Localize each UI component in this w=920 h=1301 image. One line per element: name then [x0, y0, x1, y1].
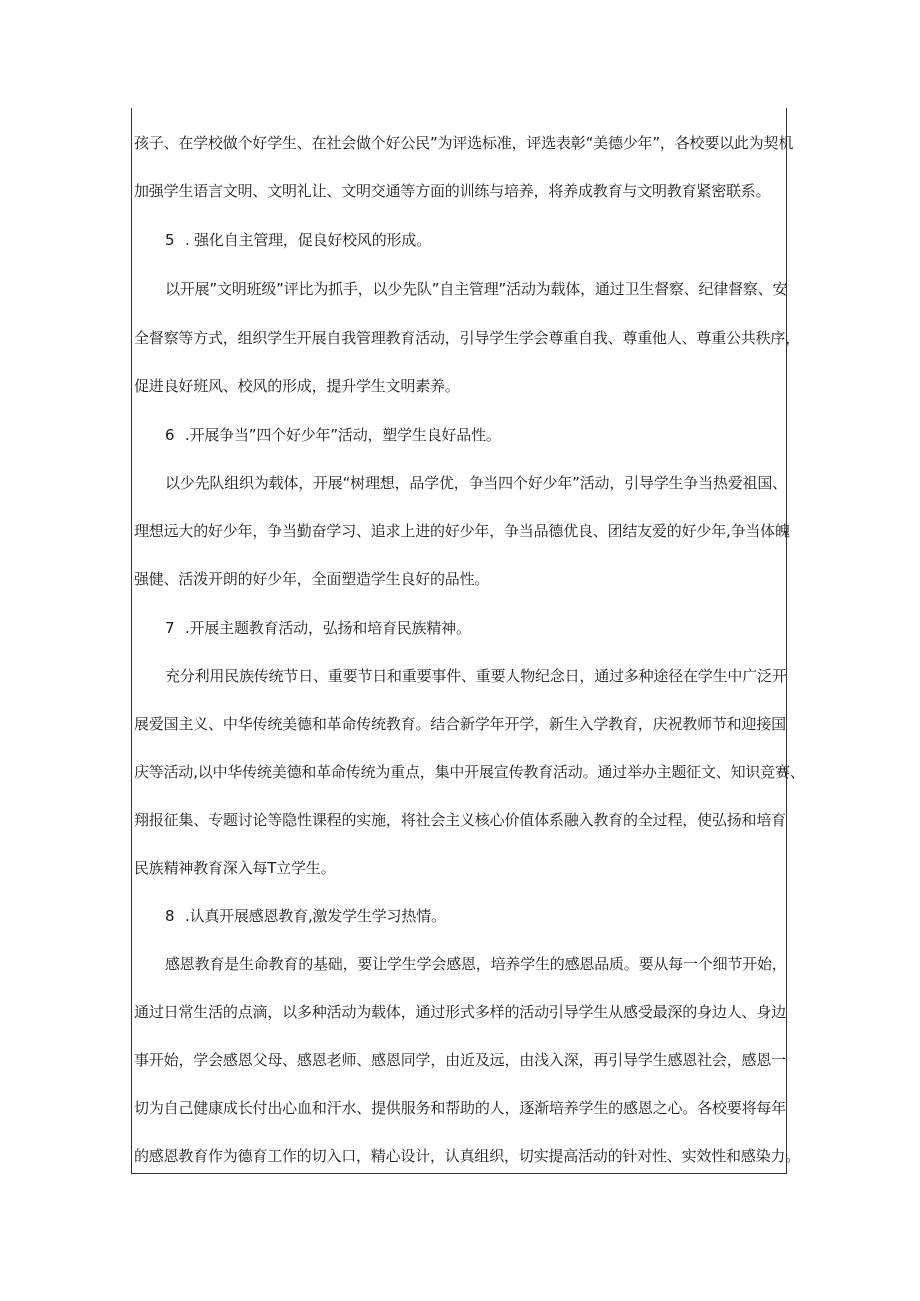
body-line: 以开展”文明班级”评比为抓手，以少先队”自主管理”活动为载体，通过卫生督察、纪律督察、安 [165, 280, 788, 298]
body-line: 加强学生语言文明、文明礼让、文明交通等方面的训练与培养，将养成教育与文明教育紧密联系。 [134, 182, 771, 200]
section-number: 8 [165, 907, 175, 925]
body-line: 促进良好班风、校风的形成，提升学生文明素养。 [134, 377, 460, 395]
body-line: 孩子、在学校做个好学生、在社会做个好公民”为评选标准，评选表彰“美德少年”，各校要以此为契机 [134, 134, 794, 152]
body-line: 展爱国主义、中华传统美德和革命传统教育。结合新学年开学，新生入学教育，庆祝教师节和迎接国 [134, 715, 786, 733]
body-line: 的感恩教育作为德育工作的切入口，精心设计，认真组织，切实提高活动的针对性、实效性和感染力。 [134, 1147, 801, 1165]
section-number: 5 [165, 231, 175, 249]
body-line: 切为自己健康成长付出心血和汗水、提供服务和帮助的人，逐渐培养学生的感恩之心。各校要将每年 [134, 1099, 786, 1117]
section-title: . 强化自主管理，促良好校风的形成。 [185, 231, 431, 249]
body-line: 强健、活泼开朗的好少年，全面塑造学生良好的品性。 [134, 570, 490, 588]
body-line: 以少先队组织为载体，开展“树理想，品学优，争当四个好少年”活动，引导学生争当热爱祖国、 [165, 474, 787, 492]
body-line: 理想远大的好少年，争当勤奋学习、追求上进的好少年，争当品德优良、团结友爱的好少年,争当体魄 [134, 522, 790, 540]
body-line: 充分利用民族传统节日、重要节日和重要事件、重要人物纪念日，通过多种途径在学生中广泛开 [165, 667, 787, 685]
section-heading-5 [165, 230, 786, 250]
body-line: 民族精神教育深入每T立学生。 [134, 859, 336, 877]
section-number: 6 [165, 426, 175, 444]
body-line: 翔报征集、专题讨论等隐性课程的实施，将社会主义核心价值体系融入教育的全过程，使弘扬和培育 [134, 811, 786, 829]
section-heading-7 [165, 618, 786, 638]
body-line: 感恩教育是生命教育的基础，要让学生学会感恩，培养学生的感恩品质。要从每一个细节开始， [165, 955, 787, 973]
body-line: 庆等活动,以中华传统美德和革命传统为重点，集中开展宣传教育活动。通过举办主题征文、知识竞赛、 [134, 763, 805, 781]
section-title: .开展争当”四个好少年”活动，塑学生良好品性。 [185, 426, 501, 444]
section-heading-6 [165, 425, 786, 445]
section-title: .认真开展感恩教育,激发学生学习热情。 [185, 907, 446, 925]
section-title: .开展主题教育活动，弘扬和培育民族精神。 [185, 619, 471, 637]
body-line: 事开始，学会感恩父母、感恩老师、感恩同学，由近及远，由浅入深，再引导学生感恩社会，感恩一 [134, 1051, 786, 1069]
section-number: 7 [165, 619, 175, 637]
body-line: 全督察等方式，组织学生开展自我管理教育活动，引导学生学会尊重自我、尊重他人、尊重公共秩序， [134, 329, 801, 347]
section-heading-8 [165, 906, 786, 926]
body-line: 通过日常生活的点滴，以多种活动为载体，通过形式多样的活动引导学生从感受最深的身边人、身边 [134, 1003, 786, 1021]
